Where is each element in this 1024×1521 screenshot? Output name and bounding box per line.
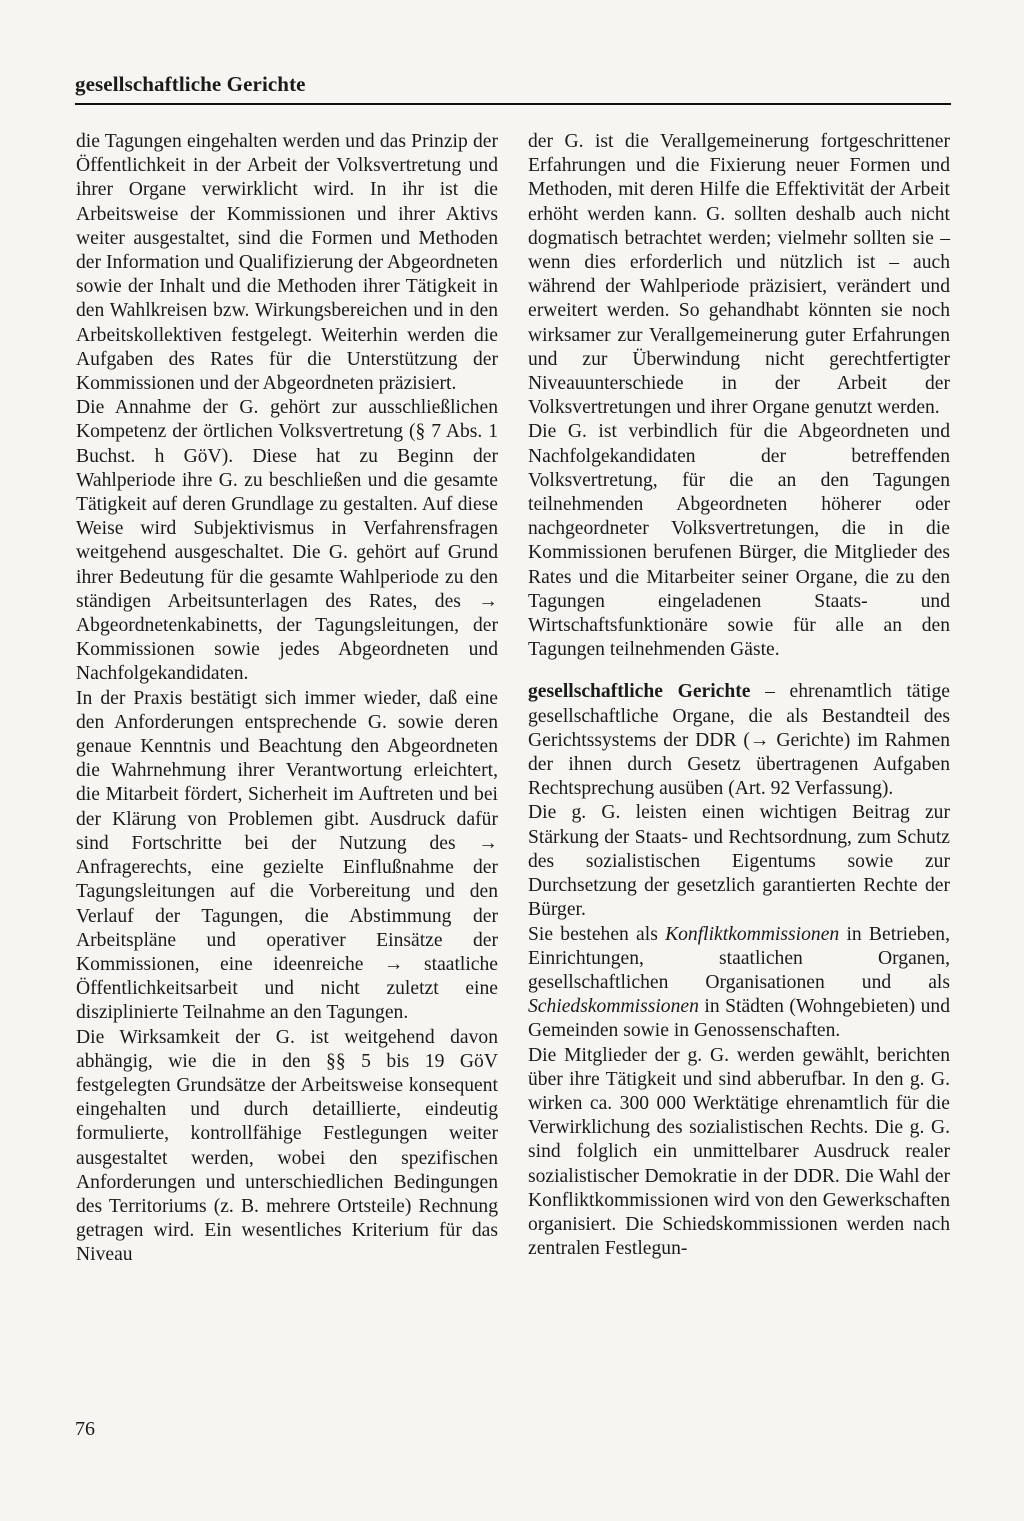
italic-term: Konfliktkommissionen: [665, 923, 840, 945]
text-run: Sie bestehen als: [528, 923, 666, 945]
entry-definition: – ehrenamtlich tätige gesellschaftliche Organe, die als Bestandteil des Gerichtssystems der DDR (→ Gerichte) im Rahmen der ihnen durch Gesetz übertragenen Aufgaben Rechtsprechung ausüben (Art. 92 Verfassung).: [528, 681, 950, 800]
paragraph: Die Annahme der G. gehört zur ausschließlichen Kompetenz der örtlichen Volksvertretung (§ 7 Abs. 1 Buchst. h GöV). Diese hat zu Beginn der Wahlperiode ihre G. zu beschließen und die gesamte Tätigkeit auf deren Grundlage zu gestalten. Auf diese Weise wird Subjektivismus in Verfahrensfragen weitgehend ausgeschaltet. Die G. gehört auf Grund ihrer Bedeutung für die gesamte Wahlperiode zu den ständigen Arbeitsunterlagen des Rates, des → Abgeordnetenkabinetts, der Tagungsleitungen, der Kommissionen sowie jedes Abgeordneten und Nachfolgekandidaten.: [76, 397, 498, 685]
paragraph: Die Mitglieder der g. G. werden gewählt, berichten über ihre Tätigkeit und sind abberufbar. In den g. G. wirken ca. 300 000 Werktätige ehrenamtlich für die Verwirklichung des sozialistischen Rechts. Die g. G. sind folglich ein unmittelbarer Ausdruck realer sozialistischer Demokratie in der DDR. Die Wahl der Konfliktkommissionen wird von den Gewerkschaften organisiert. Die Schiedskommissionen werden nach zentralen Festlegun-: [528, 1044, 950, 1260]
paragraph: In der Praxis bestätigt sich immer wieder, daß eine den Anforderungen entsprechende G. sowie deren genaue Kenntnis und Beachtung den Abgeordneten die Wahrnehmung ihrer Verantwortung erleichtert, die Mitarbeit fördert, Sicherheit im Auftreten und bei der Klärung von Problemen gibt. Ausdruck dafür sind Fortschritte bei der Nutzung des → Anfragerechts, eine gezielte Einflußnahme der Tagungsleitungen auf die Vorbereitung und den Verlauf der Tagungen, die Abstimmung der Arbeitspläne und operativer Einsätze der Kommissionen, eine ideenreiche → staatliche Öffentlichkeitsarbeit und nicht zuletzt eine disziplinierte Teilnahme an den Tagungen.: [76, 687, 498, 1024]
paragraph: die Tagungen eingehalten werden und das Prinzip der Öffentlichkeit in der Arbeit der Volksvertretung und ihrer Organe verwirklicht wird. In ihr ist die Arbeitsweise der Kommissionen und ihrer Aktivs weiter ausgestaltet, sind die Formen und Methoden der Information und Qualifizierung der Abgeordneten sowie der Inhalt und die Methoden ihrer Tätigkeit in den Wahlkreisen bzw. Wirkungsbereichen und in den Arbeitskollektiven festgelegt. Weiterhin werden die Aufgaben des Rates für die Unterstützung der Kommissionen und der Abgeordneten präzisiert.: [76, 131, 498, 395]
dictionary-entry: [528, 680, 950, 801]
paragraph: Die Wirksamkeit der G. ist weitgehend davon abhängig, wie die in den §§ 5 bis 19 GöV festgelegten Grundsätze der Arbeitsweise konsequent eingehalten und durch detaillierte, eindeutig formulierte, kontrollfähige Festlegungen weiter ausgestaltet werden, wobei den spezifischen Anforderungen und unterschiedlichen Bedingungen des Territoriums (z. B. mehrere Ortsteile) Rechnung getragen wird. Ein wesentliches Kriterium für das Niveau: [76, 1026, 498, 1266]
paragraph: Die G. ist verbindlich für die Abgeordneten und Nachfolgekandidaten der betreffenden Volksvertretung, für die an den Tagungen teilnehmenden Abgeordneten höherer oder nachgeordneter Volksvertretungen, die in die Kommissionen berufenen Bürger, die Mitglieder des Rates und die Mitarbeiter seiner Organe, die zu den Tagungen eingeladenen Staats- und Wirtschaftsfunktionäre sowie für alle an den Tagungen teilnehmenden Gäste.: [528, 421, 950, 661]
header-rule: [75, 103, 951, 105]
entry-spacer: [528, 662, 950, 680]
entry-headword: gesellschaftliche Gerichte: [528, 681, 751, 703]
text-run: in Städten (Wohngebieten) und Gemeinden sowie in Genossenschaften.: [528, 996, 950, 1042]
paragraph: Die g. G. leisten einen wichtigen Beitrag zur Stärkung der Staats- und Rechtsordnung, zum Schutz des sozialistischen Eigentums sowie zur Durchsetzung der gesetzlich garantierten Rechte der Bürger.: [528, 802, 950, 921]
right-column: [528, 130, 950, 1261]
paragraph: [528, 923, 950, 1044]
left-column: [76, 130, 498, 1268]
italic-term: Schiedskommissionen: [528, 996, 699, 1018]
paragraph: der G. ist die Verallgemeinerung fortgeschrittener Erfahrungen und die Fixierung neuer Formen und Methoden, mit deren Hilfe die Effektivität der Arbeit erhöht werden kann. G. sollten deshalb auch nicht dogmatisch betrachtet werden; vielmehr sollten sie – wenn dies erforderlich und nützlich ist – auch während der Wahlperiode präzisiert, verändert und erweitert werden. So gehandhabt könnten sie noch wirksamer zur Verallgemeinerung guter Erfahrungen und zur Überwindung nicht gerechtfertigter Niveauunterschiede in der Arbeit der Volksvertretungen und ihrer Organe genutzt werden.: [528, 131, 950, 419]
text-run: in Betrieben, Einrichtungen, staatlichen Organen, gesellschaftlichen Organisationen und als: [528, 923, 950, 993]
running-head: gesellschaftliche Gerichte: [75, 72, 306, 96]
page-number: 76: [75, 1418, 95, 1440]
